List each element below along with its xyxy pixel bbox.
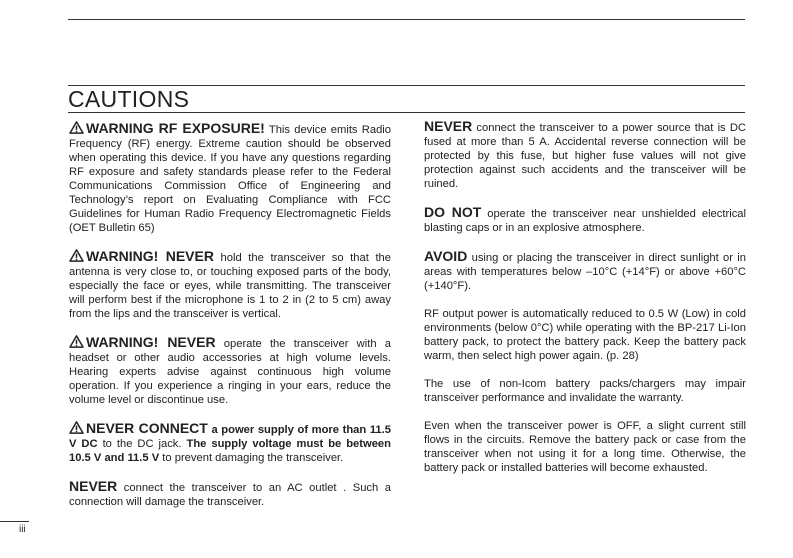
caution-paragraph [424,119,746,191]
caution-emphasis: NEVER [69,478,118,494]
caution-emphasis: WARNING RF EXPOSURE! [86,120,265,136]
caution-emphasis: WARNING! NEVER [86,334,216,350]
warning-triangle-icon [69,249,84,262]
caution-text: Even when the transceiver power is OFF, a slight current still flows in the circuits. Remove the battery pack or case from the transceiver when not using it for a long time. Otherwise, the battery pack or installed batteries will become exhausted. [424,420,746,474]
caution-text: RF output power is automatically reduced to 0.5 W (Low) in cold environments (below 0°C) while operating with the BP-217 Li-Ion battery pack, to protect the battery pack. Keep the battery pack warm, then select high power again. (p. 28) [424,308,746,362]
caution-text: operate the transceiver near unshielded electrical blasting caps or in an explosive atmosphere. [424,208,746,234]
caution-paragraph [69,121,391,235]
caution-text: operate the transceiver with a headset or other audio accessories at high volume levels. Hearing experts advise against continuous high volume operation. If you experience a ringing in your ears, reduce the volume level or discontinue use. [69,338,391,406]
warning-triangle-icon [69,335,84,348]
caution-emphasis: WARNING! NEVER [86,248,214,264]
page-number: iii [19,524,26,535]
caution-emphasis: DO NOT [424,204,482,220]
top-rule [68,19,745,20]
warning-triangle-icon [69,421,84,434]
caution-text: to prevent damaging the transceiver. [159,452,344,464]
caution-emphasis: a power supply of more than 11.5 V DC [69,424,391,450]
warning-triangle-icon [69,121,84,134]
caution-paragraph [69,421,391,465]
caution-paragraph [69,335,391,407]
caution-text: connect the transceiver to an AC outlet . Such a connection will damage the transceiver. [69,482,391,508]
caution-text: using or placing the transceiver in direct sunlight or in areas with temperatures below –10°C (+14°F) or above +60°C (+140°F). [424,252,746,292]
caution-paragraph [69,479,391,509]
right-column [424,119,746,475]
caution-emphasis: NEVER CONNECT [86,420,208,436]
caution-emphasis: The supply voltage must be between 10.5 V and 11.5 V [69,438,391,464]
title-bottom-rule [68,112,745,113]
caution-text: hold the transceiver so that the antenna is very close to, or touching exposed parts of the body, especially the face or eyes, while transmitting. The transceiver will perform best if the microphone is 1 to 2 in (2 to 5 cm) away from the lips and the transceiver is vertical. [69,252,391,320]
caution-text: The use of non-Icom battery packs/chargers may impair transceiver performance and invalidate the warranty. [424,378,746,404]
caution-text: This device emits Radio Frequency (RF) energy. Extreme caution should be observed when operating this device. If you have any questions regarding RF exposure and safety standards please refer to the Federal Communications Commission Office of Engineering and Technology’s report on Evaluating Compliance with FCC Guidelines for Human Radio Frequency Electromagnetic Fields (OET Bulletin 65) [69,124,391,234]
caution-paragraph [424,205,746,235]
caution-paragraph [424,419,746,475]
left-column [69,121,391,509]
caution-paragraph [424,377,746,405]
caution-paragraph [424,249,746,293]
page-title: CAUTIONS [68,86,190,112]
caution-paragraph [69,249,391,321]
page-number-rule [0,521,29,522]
caution-emphasis: AVOID [424,248,468,264]
caution-text: connect the transceiver to a power source that is DC fused at more than 5 A. Accidental reverse connection will be protected by this fuse, but higher fuse values will not give protection against such accidents and the transceiver will be ruined. [424,122,746,190]
caution-paragraph [424,307,746,363]
caution-emphasis: NEVER [424,118,473,134]
caution-text: to the DC jack. [97,438,187,450]
